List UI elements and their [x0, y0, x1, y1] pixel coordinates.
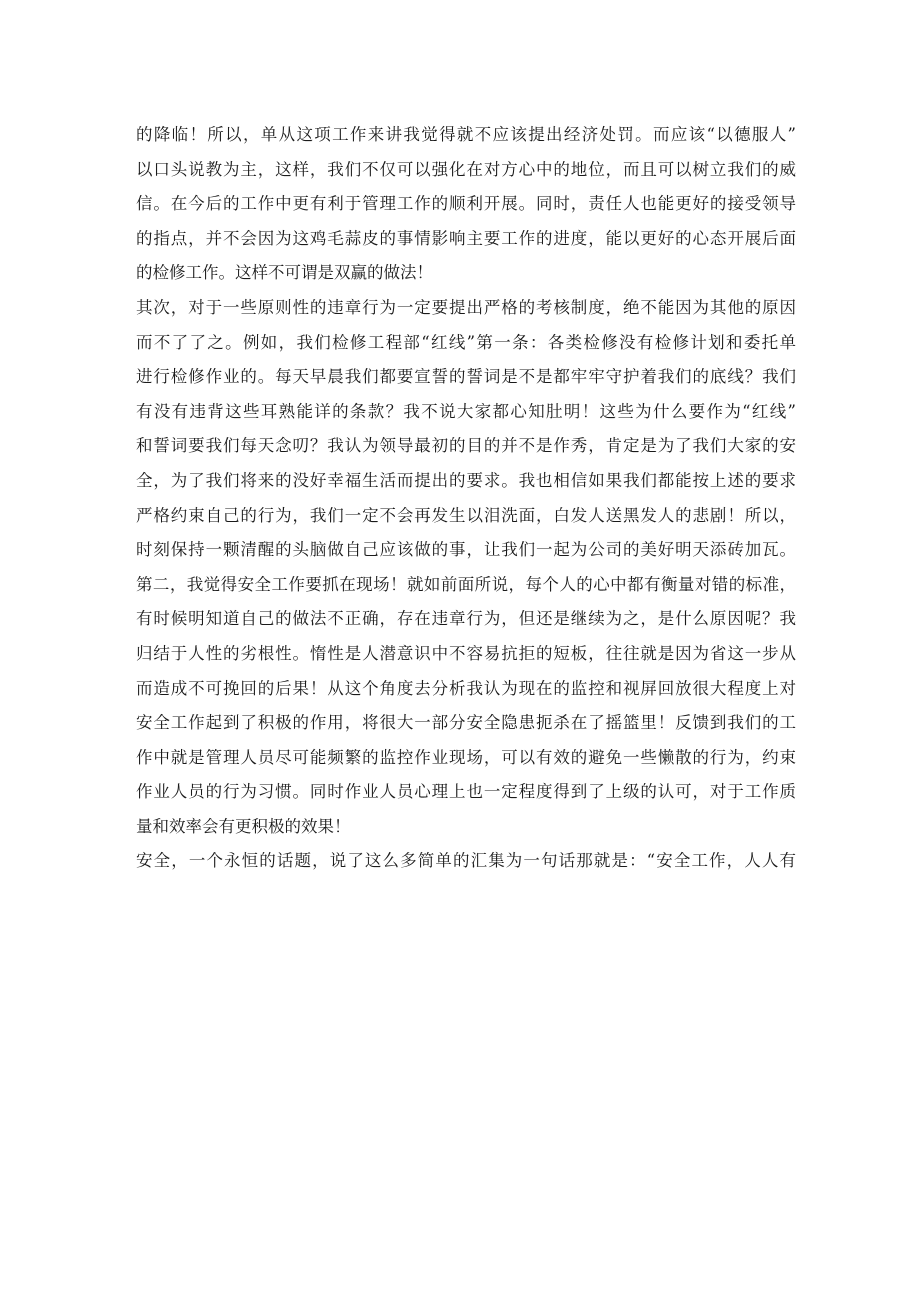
text-line: 作中就是管理人员尽可能频繁的监控作业现场，可以有效的避免一些懒散的行为，约束	[136, 747, 796, 767]
text-line: 以口头说教为主，这样，我们不仅可以强化在对方心中的地位，而且可以树立我们的威	[136, 159, 796, 179]
text-line: 安全，一个永恒的话题，说了这么多简单的汇集为一句话那就是：“安全工作，人人有	[136, 851, 796, 871]
text-line: 全，为了我们将来的没好幸福生活而提出的要求。我也相信如果我们都能按上述的要求	[136, 470, 796, 490]
text-line: 信。在今后的工作中更有利于管理工作的顺利开展。同时，责任人也能更好的接受领导	[136, 194, 796, 214]
text-line: 安全工作起到了积极的作用，将很大一部分安全隐患扼杀在了摇篮里！反馈到我们的工	[136, 713, 796, 733]
text-line: 而造成不可挽回的后果！从这个角度去分析我认为现在的监控和视屏回放很大程度上对	[136, 678, 796, 698]
text-line: 而不了了之。例如，我们检修工程部“红线”第一条：各类检修没有检修计划和委托单	[136, 332, 796, 352]
text-line: 有时候明知道自己的做法不正确，存在违章行为，但还是继续为之，是什么原因呢？我	[136, 609, 796, 629]
text-line: 和誓词要我们每天念叨？我认为领导最初的目的并不是作秀，肯定是为了我们大家的安	[136, 436, 796, 456]
text-line: 的指点，并不会因为这鸡毛蒜皮的事情影响主要工作的进度，能以更好的心态开展后面	[136, 228, 796, 248]
document-body	[136, 118, 796, 879]
text-line: 有没有违背这些耳熟能详的条款？我不说大家都心知肚明！这些为什么要作为“红线”	[136, 401, 796, 421]
paragraph-end-line: 量和效率会有更积极的效果！	[136, 816, 351, 836]
text-line: 第二，我觉得安全工作要抓在现场！就如前面所说，每个人的心中都有衡量对错的标准，	[136, 574, 796, 594]
paragraph-end-line: 的检修工作。这样不可谓是双赢的做法！	[136, 263, 433, 283]
text-line: 进行检修作业的。每天早晨我们都要宣誓的誓词是不是都牢牢守护着我们的底线？我们	[136, 367, 796, 387]
text-line: 严格约束自己的行为，我们一定不会再发生以泪洗面，白发人送黑发人的悲剧！所以，	[136, 505, 796, 525]
text-line: 作业人员的行为习惯。同时作业人员心理上也一定程度得到了上级的认可，对于工作质	[136, 782, 796, 802]
text-line: 的降临！所以，单从这项工作来讲我觉得就不应该提出经济处罚。而应该“以德服人”	[136, 125, 796, 144]
text-line: 归结于人性的劣根性。惰性是人潜意识中不容易抗拒的短板，往往就是因为省这一步从	[136, 643, 796, 663]
text-line: 其次，对于一些原则性的违章行为一定要提出严格的考核制度，绝不能因为其他的原因	[136, 297, 796, 317]
paragraph-end-line: 时刻保持一颗清醒的头脑做自己应该做的事，让我们一起为公司的美好明天添砖加瓦。	[136, 540, 796, 560]
